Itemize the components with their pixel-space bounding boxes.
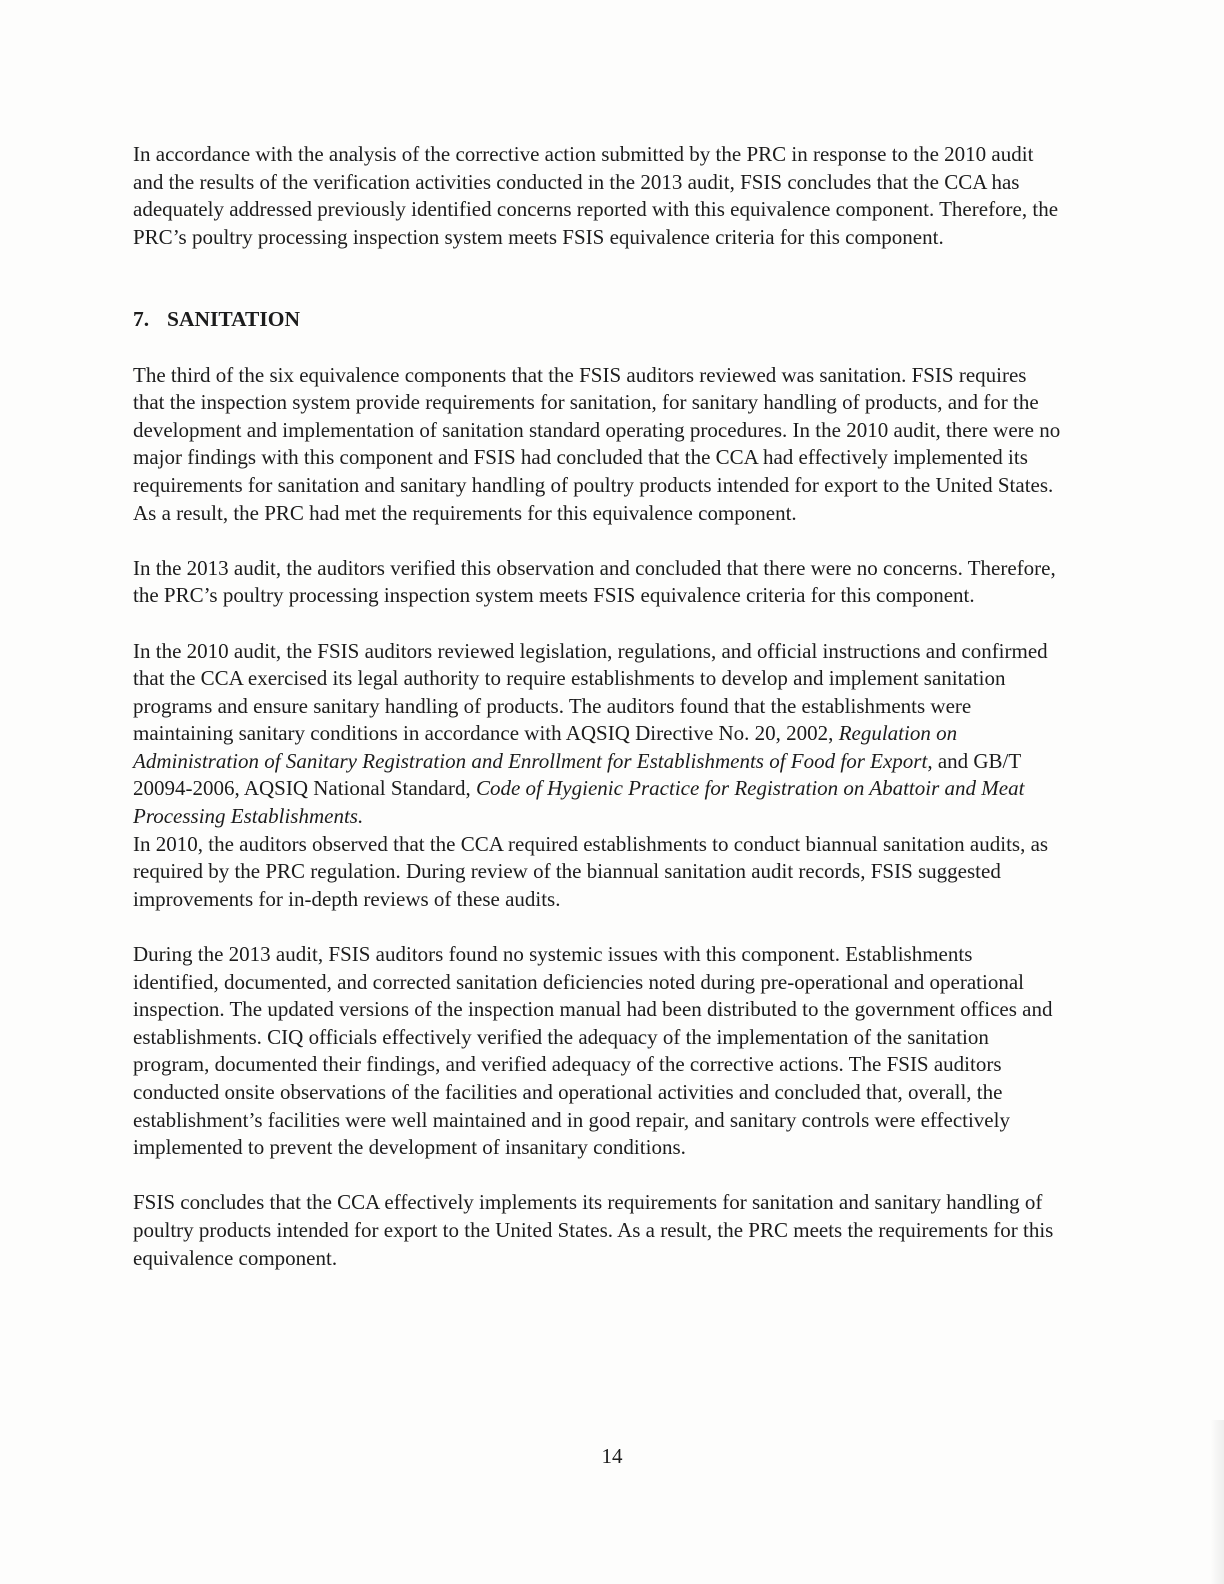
page-content	[133, 141, 1063, 1300]
standard-title: Code of Hygienic Practice for Registration on Abattoir and Meat Processing Establishments.	[133, 776, 1025, 829]
section-number: 7.	[133, 307, 150, 332]
intro-paragraph: In accordance with the analysis of the corrective action submitted by the PRC in response to the 2010 audit and the results of the verification activities conducted in the 2013 audit, FSIS concludes that the CCA has adequately addressed previously identified concerns reported with this equivalence component. Therefore, the PRC’s poultry processing inspection system meets FSIS equivalence criteria for this component.	[133, 142, 1059, 249]
paragraph-text: , and GB/T 20094-2006, AQSIQ National Standard,	[133, 748, 1021, 801]
regulation-title: Regulation on Administration of Sanitary Registration and Enrollment for Establishments of Food for Export	[133, 721, 958, 773]
page-number: 14	[601, 1444, 623, 1468]
paragraph-conclusion: FSIS concludes that the CCA effectively implements its requirements for sanitation and sanitary handling of poultry products intended for export to the United States. As a result, the PRC meets the requirements for this equivalence component.	[133, 1190, 1054, 1270]
section-title: SANITATION	[167, 307, 301, 332]
paragraph-2013-findings: During the 2013 audit, FSIS auditors found no systemic issues with this component. Establishments identified, documented, and corrected sanitation deficiencies noted during pre-operational and operational inspection. The updated versions of the inspection manual had been distributed to the government offices and establishments. CIQ officials effectively verified the adequacy of the implementation of the sanitation program, documented their findings, and verified adequacy of the corrective actions. The FSIS auditors conducted onsite observations of the facilities and operational activities and concluded that, overall, the establishment’s facilities were well maintained and in good repair, and sanitary controls were effectively implemented to prevent the development of insanitary conditions.	[133, 942, 1053, 1160]
paragraph-2013-verification: In the 2013 audit, the auditors verified this observation and concluded that there were no concerns. Therefore, the PRC’s poultry processing inspection system meets FSIS equivalence criteria for this component.	[133, 555, 1056, 608]
scan-edge-shadow	[1210, 1420, 1224, 1584]
paragraph-2010-legislation-review	[133, 638, 1063, 831]
paragraph-biannual-audits: In 2010, the auditors observed that the CCA required establishments to conduct biannual sanitation audits, as required by the PRC regulation. During review of the biannual sanitation audit records, FSIS suggested improvements for in-depth reviews of these audits.	[133, 831, 1049, 911]
section-heading	[133, 306, 1063, 334]
paragraph-text: In the 2010 audit, the FSIS auditors reviewed legislation, regulations, and official instructions and confirmed that the CCA exercised its legal authority to require establishments to develop and implement sanitation programs and ensure sanitary handling of products. The auditors found that the establishments were maintaining sanitary conditions in accordance with AQSIQ Directive No. 20, 2002,	[133, 638, 1048, 746]
paragraph-components-overview: The third of the six equivalence components that the FSIS auditors reviewed was sanitation. FSIS requires that the inspection system provide requirements for sanitation, for sanitary handling of products, and for the development and implementation of sanitation standard operating procedures. In the 2010 audit, there were no major findings with this component and FSIS had concluded that the CCA had effectively implemented its requirements for sanitation and sanitary handling of poultry products intended for export to the United States. As a result, the PRC had met the requirements for this equivalence component.	[133, 362, 1061, 525]
